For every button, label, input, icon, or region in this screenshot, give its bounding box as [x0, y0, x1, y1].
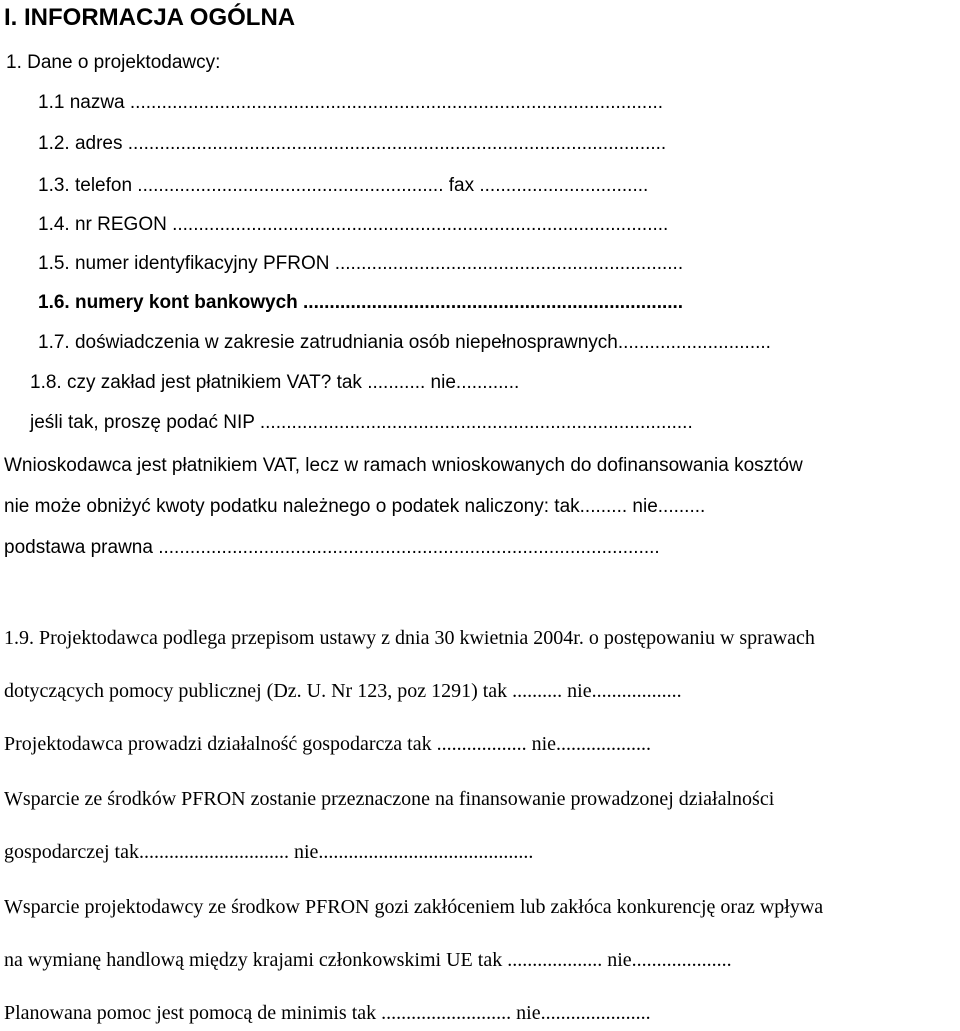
field-vat-payer: 1.8. czy zakład jest płatnikiem VAT? tak ........... nie............: [30, 372, 520, 393]
field-experience: 1.7. doświadczenia w zakresie zatrudniania osób niepełnosprawnych.............................: [38, 332, 771, 353]
support-paragraph-1-line-1: Wsparcie ze środków PFRON zostanie przeznaczone na finansowanie prowadzonej działalności: [4, 788, 775, 810]
field-de-minimis: Planowana pomoc jest pomocą de minimis tak .......................... nie......................: [4, 1002, 651, 1024]
support-paragraph-1-line-2: gospodarczej tak.............................. nie...........................................: [4, 841, 534, 863]
support-paragraph-2-line-2: na wymianę handlową między krajami członkowskimi UE tak ................... nie....................: [4, 949, 732, 971]
field-nip: jeśli tak, proszę podać NIP ..................................................................................: [30, 412, 693, 433]
item-1-9-line-2: dotyczących pomocy publicznej (Dz. U. Nr 123, poz 1291) tak .......... nie..................: [4, 680, 682, 702]
field-telefon-fax: 1.3. telefon .......................................................... fax ................................: [38, 175, 649, 196]
field-pfron-id: 1.5. numer identyfikacyjny PFRON ..................................................................: [38, 253, 684, 274]
item-1-heading: 1. Dane o projektodawcy:: [6, 52, 221, 73]
field-business-activity: Projektodawca prowadzi działalność gospodarcza tak .................. nie...................: [4, 733, 652, 755]
vat-paragraph-line-2: nie może obniżyć kwoty podatku należnego o podatek naliczony: tak......... nie.........: [4, 496, 706, 517]
section-title: I. INFORMACJA OGÓLNA: [4, 4, 296, 31]
vat-paragraph-line-1: Wnioskodawca jest płatnikiem VAT, lecz w ramach wnioskowanych do dofinansowania kosztów: [4, 455, 803, 476]
field-legal-basis: podstawa prawna ...............................................................................................: [4, 537, 660, 558]
item-1-9-line-1: 1.9. Projektodawca podlega przepisom ustawy z dnia 30 kwietnia 2004r. o postępowaniu w sprawach: [4, 627, 815, 649]
field-nazwa: 1.1 nazwa .....................................................................................................: [38, 92, 664, 113]
field-bank-accounts: 1.6. numery kont bankowych ........................................................................: [38, 292, 684, 313]
field-adres: 1.2. adres ......................................................................................................: [38, 133, 667, 154]
support-paragraph-2-line-1: Wsparcie projektodawcy ze środkow PFRON gozi zakłóceniem lub zakłóca konkurencję oraz wpływa: [4, 896, 824, 918]
field-regon: 1.4. nr REGON ..............................................................................................: [38, 214, 669, 235]
